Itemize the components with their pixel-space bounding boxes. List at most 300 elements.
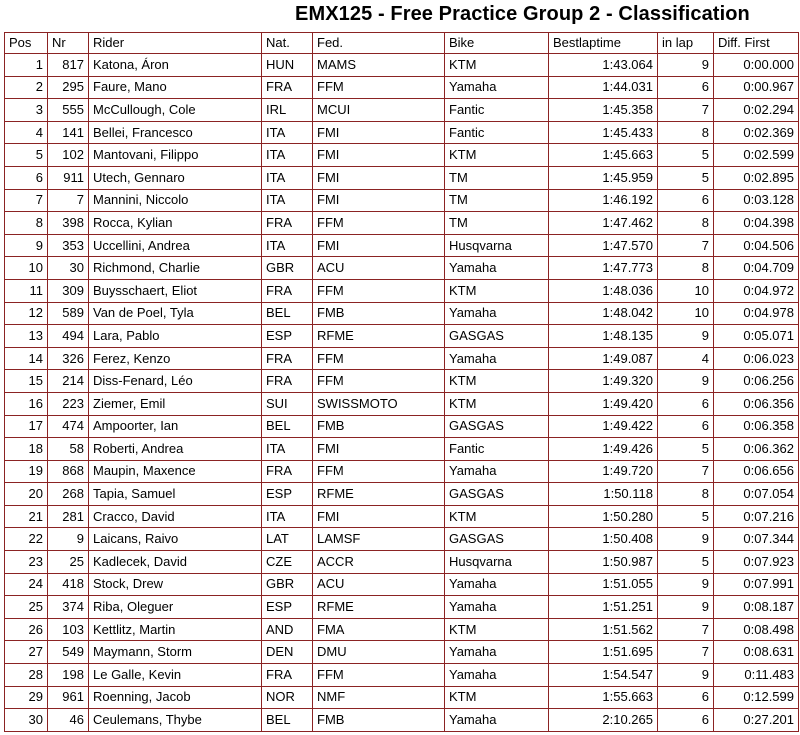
cell-diff-first: 0:12.599 (714, 686, 799, 709)
cell-diff-first: 0:06.362 (714, 438, 799, 461)
cell-rider: Maymann, Storm (89, 641, 262, 664)
cell-in-lap: 7 (658, 618, 714, 641)
cell-nat: ITA (262, 505, 313, 528)
cell-diff-first: 0:04.709 (714, 257, 799, 280)
table-row (5, 212, 799, 235)
cell-nr: 326 (48, 347, 89, 370)
cell-rider: Faure, Mano (89, 76, 262, 99)
header-in-lap: in lap (658, 33, 714, 54)
cell-nr: 868 (48, 460, 89, 483)
cell-fed: FMI (313, 438, 445, 461)
cell-nat: FRA (262, 664, 313, 687)
cell-bike: KTM (445, 392, 549, 415)
cell-fed: FMB (313, 302, 445, 325)
cell-diff-first: 0:06.358 (714, 415, 799, 438)
cell-in-lap: 5 (658, 166, 714, 189)
cell-rider: Mannini, Niccolo (89, 189, 262, 212)
cell-fed: FMA (313, 618, 445, 641)
cell-bike: Yamaha (445, 257, 549, 280)
table-row (5, 618, 799, 641)
cell-in-lap: 9 (658, 528, 714, 551)
cell-nat: IRL (262, 99, 313, 122)
cell-bestlaptime: 1:48.042 (549, 302, 658, 325)
cell-bestlaptime: 1:49.426 (549, 438, 658, 461)
cell-fed: FMI (313, 144, 445, 167)
cell-bike: Yamaha (445, 641, 549, 664)
cell-nat: FRA (262, 76, 313, 99)
table-row (5, 370, 799, 393)
cell-diff-first: 0:11.483 (714, 664, 799, 687)
cell-pos: 25 (5, 596, 48, 619)
cell-nat: FRA (262, 212, 313, 235)
cell-bestlaptime: 1:47.462 (549, 212, 658, 235)
header-bestlaptime: Bestlaptime (549, 33, 658, 54)
cell-pos: 10 (5, 257, 48, 280)
cell-pos: 23 (5, 551, 48, 574)
table-row (5, 528, 799, 551)
cell-bike: GASGAS (445, 483, 549, 506)
cell-rider: McCullough, Cole (89, 99, 262, 122)
cell-bestlaptime: 1:55.663 (549, 686, 658, 709)
cell-fed: DMU (313, 641, 445, 664)
cell-bestlaptime: 1:43.064 (549, 54, 658, 77)
cell-nat: BEL (262, 709, 313, 732)
cell-diff-first: 0:04.506 (714, 234, 799, 257)
cell-bike: KTM (445, 144, 549, 167)
cell-bestlaptime: 1:51.055 (549, 573, 658, 596)
cell-in-lap: 5 (658, 551, 714, 574)
cell-fed: FFM (313, 664, 445, 687)
cell-nat: FRA (262, 279, 313, 302)
table-row (5, 392, 799, 415)
cell-pos: 24 (5, 573, 48, 596)
cell-nat: ITA (262, 234, 313, 257)
cell-in-lap: 8 (658, 257, 714, 280)
cell-bestlaptime: 1:45.433 (549, 121, 658, 144)
cell-nr: 911 (48, 166, 89, 189)
header-bike: Bike (445, 33, 549, 54)
table-row (5, 99, 799, 122)
cell-rider: Bellei, Francesco (89, 121, 262, 144)
cell-fed: RFME (313, 483, 445, 506)
cell-diff-first: 0:08.498 (714, 618, 799, 641)
cell-in-lap: 5 (658, 438, 714, 461)
cell-rider: Ceulemans, Thybe (89, 709, 262, 732)
cell-rider: Cracco, David (89, 505, 262, 528)
cell-nat: CZE (262, 551, 313, 574)
cell-nat: ESP (262, 596, 313, 619)
cell-bestlaptime: 1:49.720 (549, 460, 658, 483)
cell-fed: ACU (313, 573, 445, 596)
table-row (5, 121, 799, 144)
cell-fed: ACCR (313, 551, 445, 574)
cell-bike: GASGAS (445, 415, 549, 438)
cell-bestlaptime: 1:49.087 (549, 347, 658, 370)
cell-nat: ESP (262, 325, 313, 348)
table-row (5, 257, 799, 280)
cell-bestlaptime: 1:47.773 (549, 257, 658, 280)
cell-nat: ESP (262, 483, 313, 506)
cell-diff-first: 0:07.054 (714, 483, 799, 506)
cell-bestlaptime: 1:48.135 (549, 325, 658, 348)
cell-pos: 11 (5, 279, 48, 302)
cell-diff-first: 0:04.972 (714, 279, 799, 302)
cell-diff-first: 0:02.294 (714, 99, 799, 122)
cell-nat: FRA (262, 370, 313, 393)
cell-bestlaptime: 1:50.280 (549, 505, 658, 528)
cell-bike: Yamaha (445, 664, 549, 687)
cell-nr: 418 (48, 573, 89, 596)
cell-diff-first: 0:00.967 (714, 76, 799, 99)
cell-bike: KTM (445, 505, 549, 528)
cell-rider: Richmond, Charlie (89, 257, 262, 280)
header-fed: Fed. (313, 33, 445, 54)
cell-in-lap: 10 (658, 302, 714, 325)
cell-fed: FFM (313, 279, 445, 302)
classification-table (4, 32, 799, 732)
cell-nat: BEL (262, 302, 313, 325)
table-row (5, 505, 799, 528)
cell-rider: Rocca, Kylian (89, 212, 262, 235)
cell-pos: 14 (5, 347, 48, 370)
cell-bike: TM (445, 212, 549, 235)
cell-nat: NOR (262, 686, 313, 709)
cell-rider: Lara, Pablo (89, 325, 262, 348)
cell-bike: Yamaha (445, 76, 549, 99)
cell-diff-first: 0:02.599 (714, 144, 799, 167)
cell-nr: 549 (48, 641, 89, 664)
cell-fed: FFM (313, 347, 445, 370)
cell-bestlaptime: 1:48.036 (549, 279, 658, 302)
header-nat: Nat. (262, 33, 313, 54)
cell-nat: ITA (262, 189, 313, 212)
cell-bike: KTM (445, 686, 549, 709)
cell-in-lap: 7 (658, 234, 714, 257)
cell-in-lap: 9 (658, 573, 714, 596)
cell-rider: Roenning, Jacob (89, 686, 262, 709)
cell-nr: 474 (48, 415, 89, 438)
cell-fed: RFME (313, 325, 445, 348)
cell-pos: 4 (5, 121, 48, 144)
table-row (5, 54, 799, 77)
cell-nr: 374 (48, 596, 89, 619)
cell-bike: Fantic (445, 121, 549, 144)
cell-nat: HUN (262, 54, 313, 77)
cell-nat: GBR (262, 257, 313, 280)
cell-nat: BEL (262, 415, 313, 438)
cell-fed: RFME (313, 596, 445, 619)
cell-fed: FMI (313, 234, 445, 257)
cell-fed: FMI (313, 121, 445, 144)
cell-in-lap: 7 (658, 460, 714, 483)
cell-nat: FRA (262, 347, 313, 370)
cell-nat: GBR (262, 573, 313, 596)
cell-nat: ITA (262, 144, 313, 167)
cell-nr: 817 (48, 54, 89, 77)
cell-rider: Buysschaert, Eliot (89, 279, 262, 302)
cell-in-lap: 6 (658, 76, 714, 99)
cell-bestlaptime: 1:44.031 (549, 76, 658, 99)
cell-rider: Mantovani, Filippo (89, 144, 262, 167)
header-diff-first: Diff. First (714, 33, 799, 54)
cell-in-lap: 6 (658, 189, 714, 212)
cell-bike: KTM (445, 618, 549, 641)
cell-pos: 27 (5, 641, 48, 664)
table-row (5, 166, 799, 189)
cell-nr: 398 (48, 212, 89, 235)
cell-bestlaptime: 1:50.408 (549, 528, 658, 551)
cell-rider: Uccellini, Andrea (89, 234, 262, 257)
cell-in-lap: 9 (658, 54, 714, 77)
cell-pos: 5 (5, 144, 48, 167)
cell-nat: AND (262, 618, 313, 641)
table-row (5, 664, 799, 687)
cell-pos: 2 (5, 76, 48, 99)
table-row (5, 234, 799, 257)
cell-rider: Ferez, Kenzo (89, 347, 262, 370)
cell-nr: 589 (48, 302, 89, 325)
cell-diff-first: 0:05.071 (714, 325, 799, 348)
cell-bike: Yamaha (445, 302, 549, 325)
cell-fed: FMI (313, 505, 445, 528)
header-nr: Nr (48, 33, 89, 54)
cell-nr: 103 (48, 618, 89, 641)
cell-bike: Husqvarna (445, 234, 549, 257)
cell-bike: Yamaha (445, 596, 549, 619)
cell-in-lap: 9 (658, 664, 714, 687)
cell-pos: 21 (5, 505, 48, 528)
cell-in-lap: 6 (658, 392, 714, 415)
cell-bike: Fantic (445, 99, 549, 122)
cell-fed: FMI (313, 189, 445, 212)
cell-pos: 26 (5, 618, 48, 641)
cell-bestlaptime: 1:47.570 (549, 234, 658, 257)
cell-bestlaptime: 1:50.987 (549, 551, 658, 574)
table-row (5, 325, 799, 348)
cell-pos: 3 (5, 99, 48, 122)
cell-bestlaptime: 1:49.422 (549, 415, 658, 438)
cell-rider: Kadlecek, David (89, 551, 262, 574)
cell-in-lap: 10 (658, 279, 714, 302)
cell-rider: Maupin, Maxence (89, 460, 262, 483)
cell-diff-first: 0:07.991 (714, 573, 799, 596)
table-row (5, 483, 799, 506)
cell-rider: Stock, Drew (89, 573, 262, 596)
cell-nr: 961 (48, 686, 89, 709)
cell-pos: 30 (5, 709, 48, 732)
table-row (5, 302, 799, 325)
cell-nat: LAT (262, 528, 313, 551)
cell-bestlaptime: 1:49.320 (549, 370, 658, 393)
cell-bestlaptime: 1:51.695 (549, 641, 658, 664)
cell-bestlaptime: 1:51.562 (549, 618, 658, 641)
table-row (5, 641, 799, 664)
cell-fed: FMI (313, 166, 445, 189)
cell-nr: 555 (48, 99, 89, 122)
cell-fed: MAMS (313, 54, 445, 77)
table-row (5, 709, 799, 732)
cell-pos: 20 (5, 483, 48, 506)
header-pos: Pos (5, 33, 48, 54)
cell-fed: SWISSMOTO (313, 392, 445, 415)
cell-nr: 30 (48, 257, 89, 280)
cell-rider: Riba, Oleguer (89, 596, 262, 619)
table-row (5, 347, 799, 370)
table-row (5, 573, 799, 596)
cell-nr: 494 (48, 325, 89, 348)
cell-in-lap: 9 (658, 370, 714, 393)
table-row (5, 415, 799, 438)
cell-rider: Van de Poel, Tyla (89, 302, 262, 325)
cell-rider: Roberti, Andrea (89, 438, 262, 461)
cell-in-lap: 6 (658, 686, 714, 709)
cell-diff-first: 0:04.978 (714, 302, 799, 325)
cell-bestlaptime: 1:51.251 (549, 596, 658, 619)
cell-diff-first: 0:27.201 (714, 709, 799, 732)
cell-pos: 6 (5, 166, 48, 189)
cell-nat: ITA (262, 438, 313, 461)
cell-in-lap: 5 (658, 505, 714, 528)
table-row (5, 189, 799, 212)
cell-nr: 281 (48, 505, 89, 528)
cell-in-lap: 9 (658, 596, 714, 619)
cell-rider: Diss-Fenard, Léo (89, 370, 262, 393)
cell-fed: LAMSF (313, 528, 445, 551)
cell-bike: KTM (445, 54, 549, 77)
cell-diff-first: 0:08.187 (714, 596, 799, 619)
cell-pos: 19 (5, 460, 48, 483)
cell-fed: FFM (313, 212, 445, 235)
cell-pos: 29 (5, 686, 48, 709)
cell-diff-first: 0:02.895 (714, 166, 799, 189)
cell-diff-first: 0:06.023 (714, 347, 799, 370)
cell-nr: 46 (48, 709, 89, 732)
cell-nat: ITA (262, 121, 313, 144)
cell-diff-first: 0:06.256 (714, 370, 799, 393)
cell-nr: 309 (48, 279, 89, 302)
cell-pos: 18 (5, 438, 48, 461)
cell-pos: 9 (5, 234, 48, 257)
cell-nr: 7 (48, 189, 89, 212)
cell-nr: 268 (48, 483, 89, 506)
cell-in-lap: 7 (658, 99, 714, 122)
table-row (5, 438, 799, 461)
cell-bike: Husqvarna (445, 551, 549, 574)
cell-pos: 15 (5, 370, 48, 393)
cell-pos: 28 (5, 664, 48, 687)
cell-nat: SUI (262, 392, 313, 415)
cell-in-lap: 5 (658, 144, 714, 167)
cell-nat: FRA (262, 460, 313, 483)
table-row (5, 76, 799, 99)
cell-fed: FFM (313, 370, 445, 393)
cell-rider: Ziemer, Emil (89, 392, 262, 415)
cell-bestlaptime: 1:45.358 (549, 99, 658, 122)
cell-fed: ACU (313, 257, 445, 280)
cell-diff-first: 0:03.128 (714, 189, 799, 212)
table-row (5, 460, 799, 483)
cell-in-lap: 8 (658, 212, 714, 235)
cell-diff-first: 0:08.631 (714, 641, 799, 664)
cell-fed: FFM (313, 460, 445, 483)
cell-bestlaptime: 2:10.265 (549, 709, 658, 732)
cell-diff-first: 0:07.216 (714, 505, 799, 528)
table-row (5, 686, 799, 709)
cell-pos: 12 (5, 302, 48, 325)
cell-in-lap: 9 (658, 325, 714, 348)
cell-bestlaptime: 1:46.192 (549, 189, 658, 212)
cell-rider: Katona, Áron (89, 54, 262, 77)
cell-nr: 58 (48, 438, 89, 461)
cell-pos: 17 (5, 415, 48, 438)
cell-rider: Le Galle, Kevin (89, 664, 262, 687)
cell-pos: 7 (5, 189, 48, 212)
cell-bike: Yamaha (445, 709, 549, 732)
cell-bike: Yamaha (445, 460, 549, 483)
cell-rider: Ampoorter, Ian (89, 415, 262, 438)
cell-nr: 9 (48, 528, 89, 551)
cell-bestlaptime: 1:50.118 (549, 483, 658, 506)
cell-diff-first: 0:07.923 (714, 551, 799, 574)
cell-fed: MCUI (313, 99, 445, 122)
cell-bike: GASGAS (445, 528, 549, 551)
cell-rider: Utech, Gennaro (89, 166, 262, 189)
cell-bike: Fantic (445, 438, 549, 461)
cell-in-lap: 8 (658, 483, 714, 506)
cell-nr: 353 (48, 234, 89, 257)
cell-pos: 22 (5, 528, 48, 551)
cell-diff-first: 0:02.369 (714, 121, 799, 144)
cell-bestlaptime: 1:49.420 (549, 392, 658, 415)
cell-in-lap: 6 (658, 709, 714, 732)
cell-bestlaptime: 1:45.959 (549, 166, 658, 189)
cell-nr: 198 (48, 664, 89, 687)
cell-pos: 13 (5, 325, 48, 348)
header-rider: Rider (89, 33, 262, 54)
cell-nr: 25 (48, 551, 89, 574)
cell-nr: 141 (48, 121, 89, 144)
cell-bike: Yamaha (445, 573, 549, 596)
cell-bike: KTM (445, 370, 549, 393)
table-row (5, 144, 799, 167)
cell-diff-first: 0:06.656 (714, 460, 799, 483)
cell-diff-first: 0:00.000 (714, 54, 799, 77)
cell-in-lap: 6 (658, 415, 714, 438)
cell-rider: Kettlitz, Martin (89, 618, 262, 641)
cell-diff-first: 0:07.344 (714, 528, 799, 551)
cell-nat: ITA (262, 166, 313, 189)
cell-fed: FFM (313, 76, 445, 99)
cell-pos: 1 (5, 54, 48, 77)
cell-fed: FMB (313, 709, 445, 732)
cell-nr: 214 (48, 370, 89, 393)
cell-diff-first: 0:04.398 (714, 212, 799, 235)
table-row (5, 279, 799, 302)
cell-nr: 295 (48, 76, 89, 99)
page-title: EMX125 - Free Practice Group 2 - Classification (295, 3, 750, 25)
cell-pos: 16 (5, 392, 48, 415)
cell-bike: TM (445, 166, 549, 189)
cell-bike: KTM (445, 279, 549, 302)
cell-nat: DEN (262, 641, 313, 664)
cell-rider: Tapia, Samuel (89, 483, 262, 506)
header-row (5, 33, 799, 54)
cell-in-lap: 8 (658, 121, 714, 144)
cell-bike: GASGAS (445, 325, 549, 348)
table-row (5, 551, 799, 574)
cell-nr: 102 (48, 144, 89, 167)
cell-diff-first: 0:06.356 (714, 392, 799, 415)
